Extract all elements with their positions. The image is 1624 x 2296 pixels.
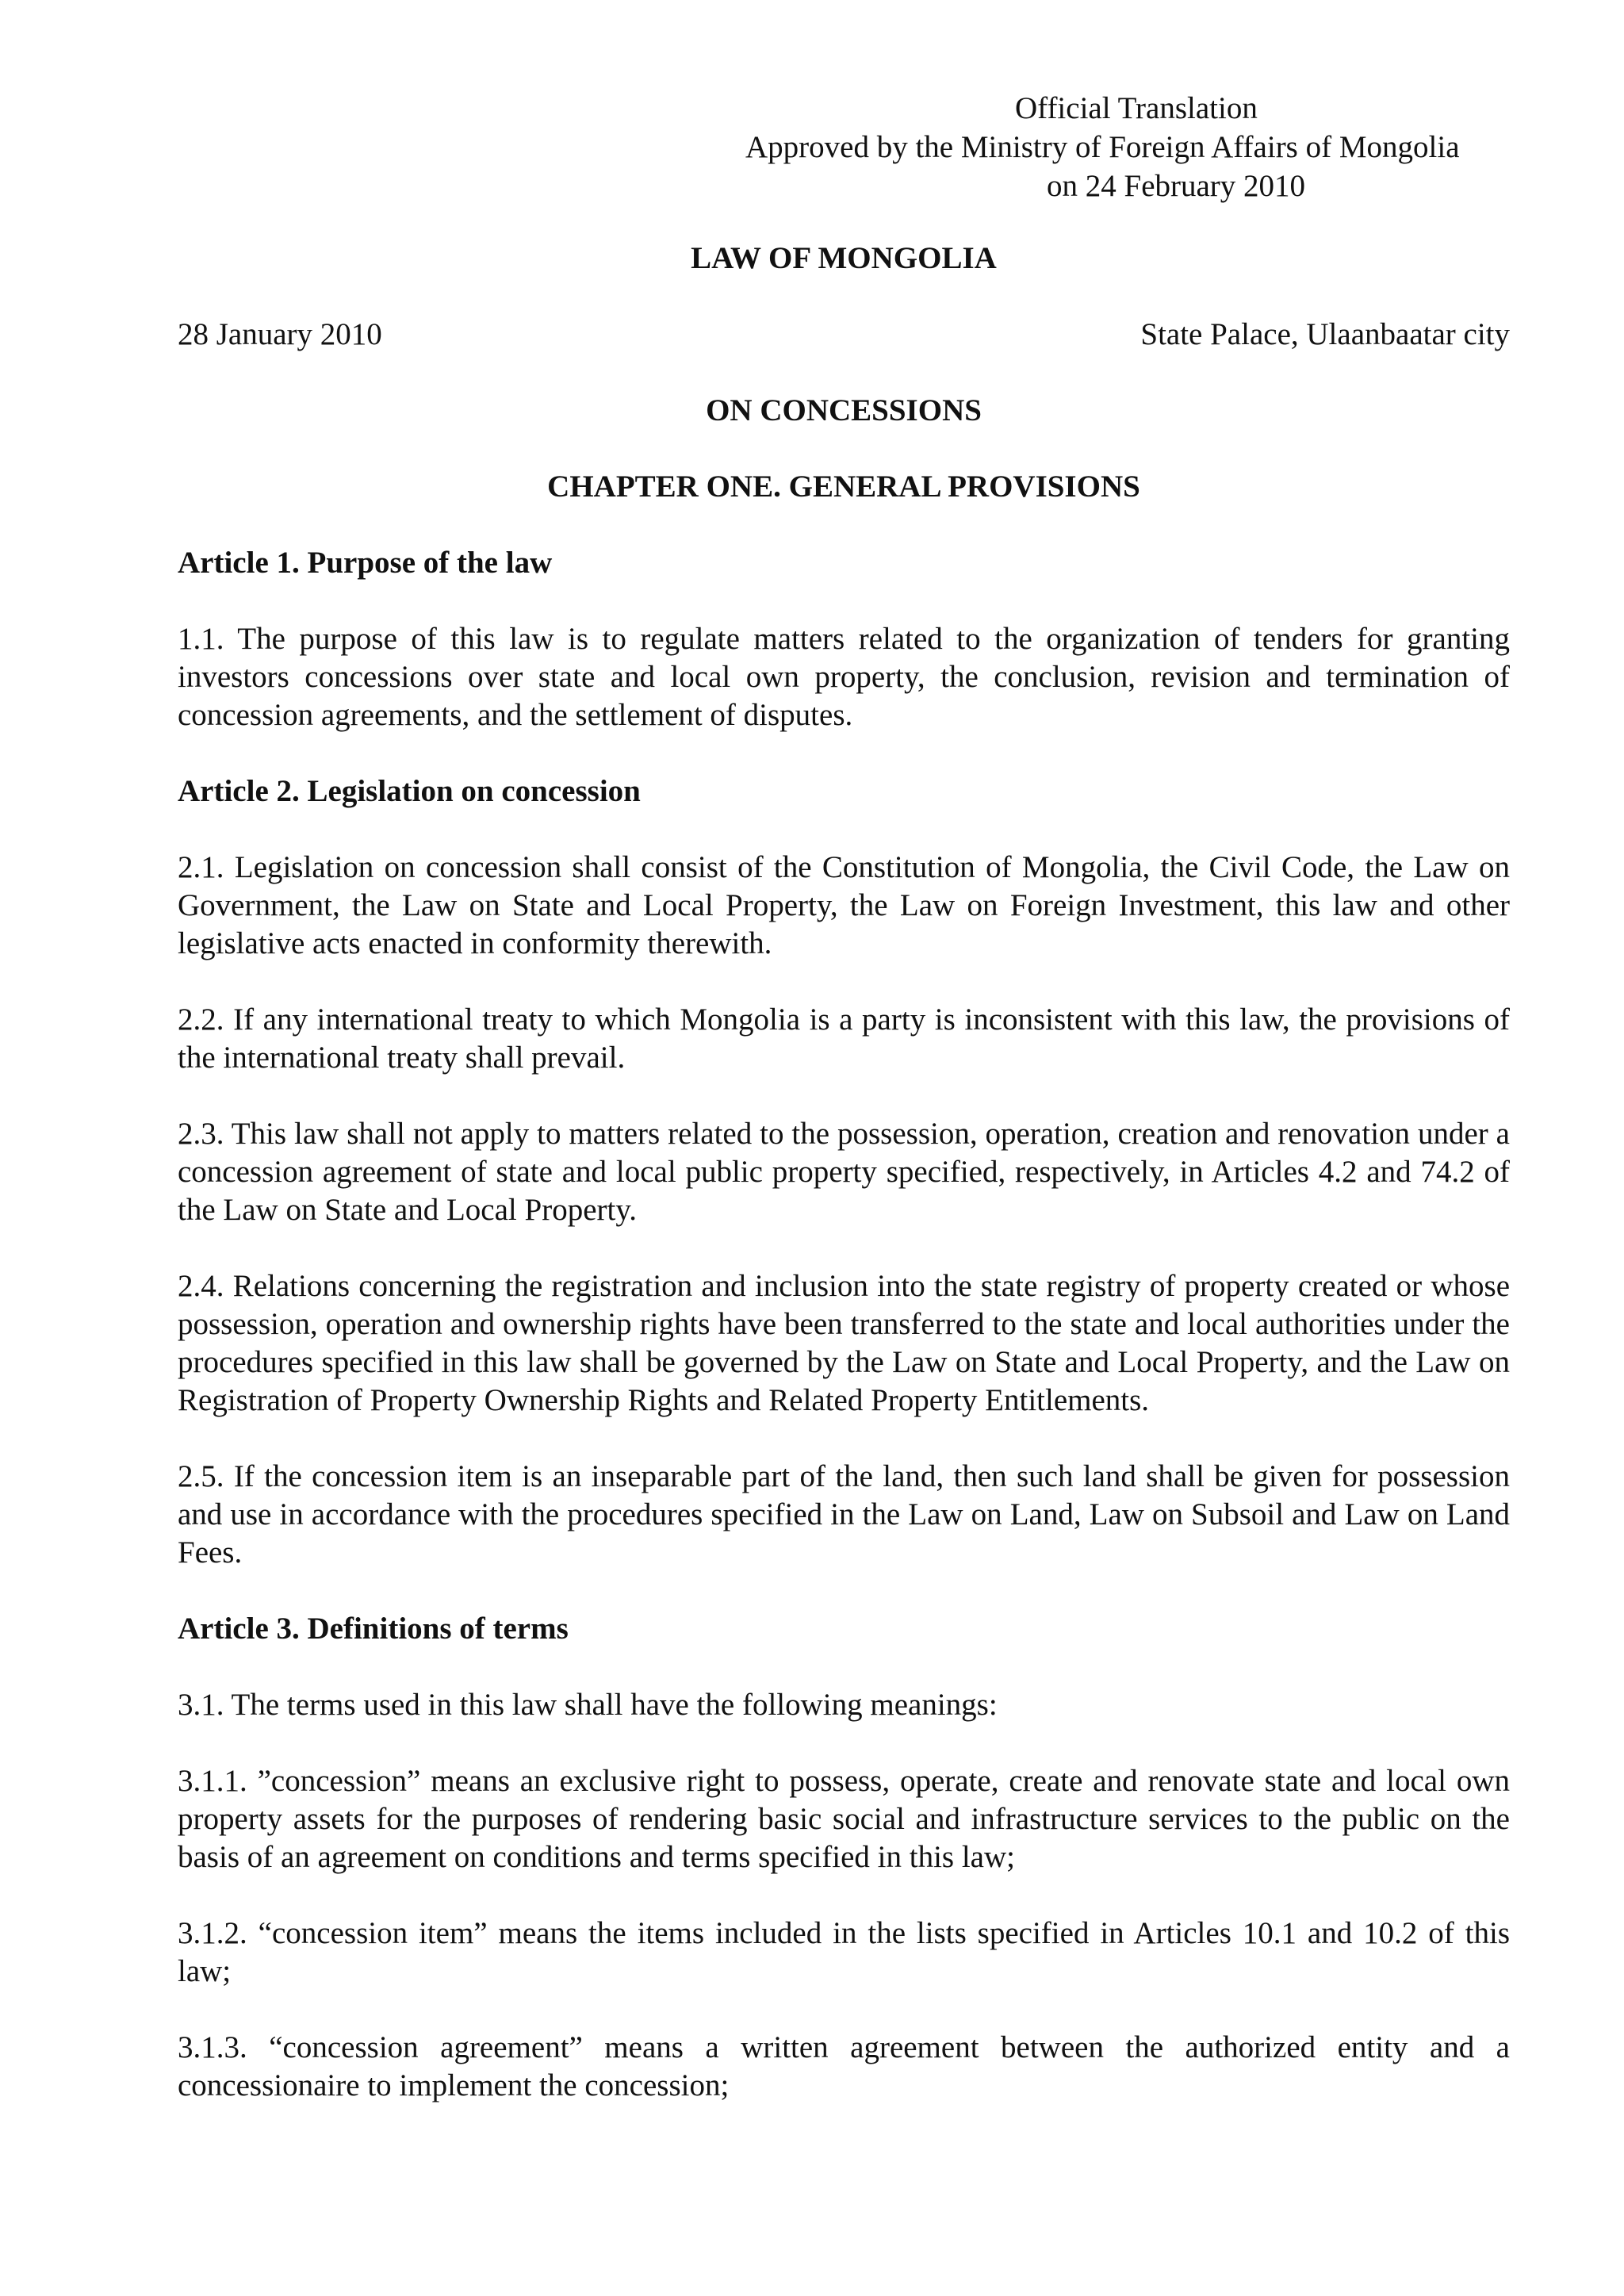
paragraph-2-3: 2.3. This law shall not apply to matters related to the possession, operation, creation and renovation under a concession agreement of state and local public property specified, respectively, in Articles 4.2 and 74.2 of the Law on State and Local Property. [178,1117,1510,1227]
enactment-place: State Palace, Ulaanbaatar city [1140,317,1510,351]
header-line-approval-date: on 24 February 2010 [1047,169,1306,203]
article-1-heading: Article 1. Purpose of the law [178,546,553,580]
paragraph-1-1: 1.1. The purpose of this law is to regulate matters related to the organization of tenders for granting investors concessions over state and local own property, the conclusion, revision and termination of concession agreements, and the settlement of disputes. [178,622,1510,732]
paragraph-3-1-2: 3.1.2. “concession item” means the items included in the lists specified in Articles 10.1 and 10.2 of this law; [178,1916,1510,1988]
header-line-official-translation: Official Translation [1015,91,1258,125]
enactment-date: 28 January 2010 [178,317,382,351]
date-place-row [178,316,1510,354]
article-2-heading: Article 2. Legislation on concession [178,774,641,808]
paragraph-3-1-1: 3.1.1. ”concession” means an exclusive right to possess, operate, create and renovate state and local own property assets for the purposes of rendering basic social and infrastructure services to the public on the basis of an agreement on conditions and terms specified in this law; [178,1764,1510,1874]
paragraph-3-1-3: 3.1.3. “concession agreement” means a written agreement between the authorized entity and a concessionaire to implement the concession; [178,2030,1510,2102]
document-body [178,240,1510,2105]
header-line-approved-by: Approved by the Ministry of Foreign Affairs of Mongolia [745,130,1460,164]
law-title: LAW OF MONGOLIA [691,241,997,275]
paragraph-2-1: 2.1. Legislation on concession shall consist of the Constitution of Mongolia, the Civil Code, the Law on Government, the Law on State and Local Property, the Law on Foreign Investment, this law and other legislative acts enacted in conformity therewith. [178,850,1510,960]
article-3-heading: Article 3. Definitions of terms [178,1612,569,1646]
paragraph-3-1: 3.1. The terms used in this law shall have the following meanings: [178,1688,998,1722]
chapter-title: CHAPTER ONE. GENERAL PROVISIONS [547,470,1140,504]
paragraph-2-2: 2.2. If any international treaty to which Mongolia is a party is inconsistent with this law, the provisions of the international treaty shall prevail. [178,1002,1510,1075]
paragraph-2-4: 2.4. Relations concerning the registration and inclusion into the state registry of property created or whose possession, operation and ownership rights have been transferred to the state and local authorities under the procedures specified in this law shall be governed by the Law on State and Local Property, and the Law on Registration of Property Ownership Rights and Related Property Entitlements. [178,1269,1510,1417]
paragraph-2-5: 2.5. If the concession item is an inseparable part of the land, then such land shall be given for possession and use in accordance with the procedures specified in the Law on Land, Law on Subsoil and Law on Land Fees. [178,1459,1510,1570]
translation-header [730,89,1522,205]
subject-title: ON CONCESSIONS [706,393,982,427]
